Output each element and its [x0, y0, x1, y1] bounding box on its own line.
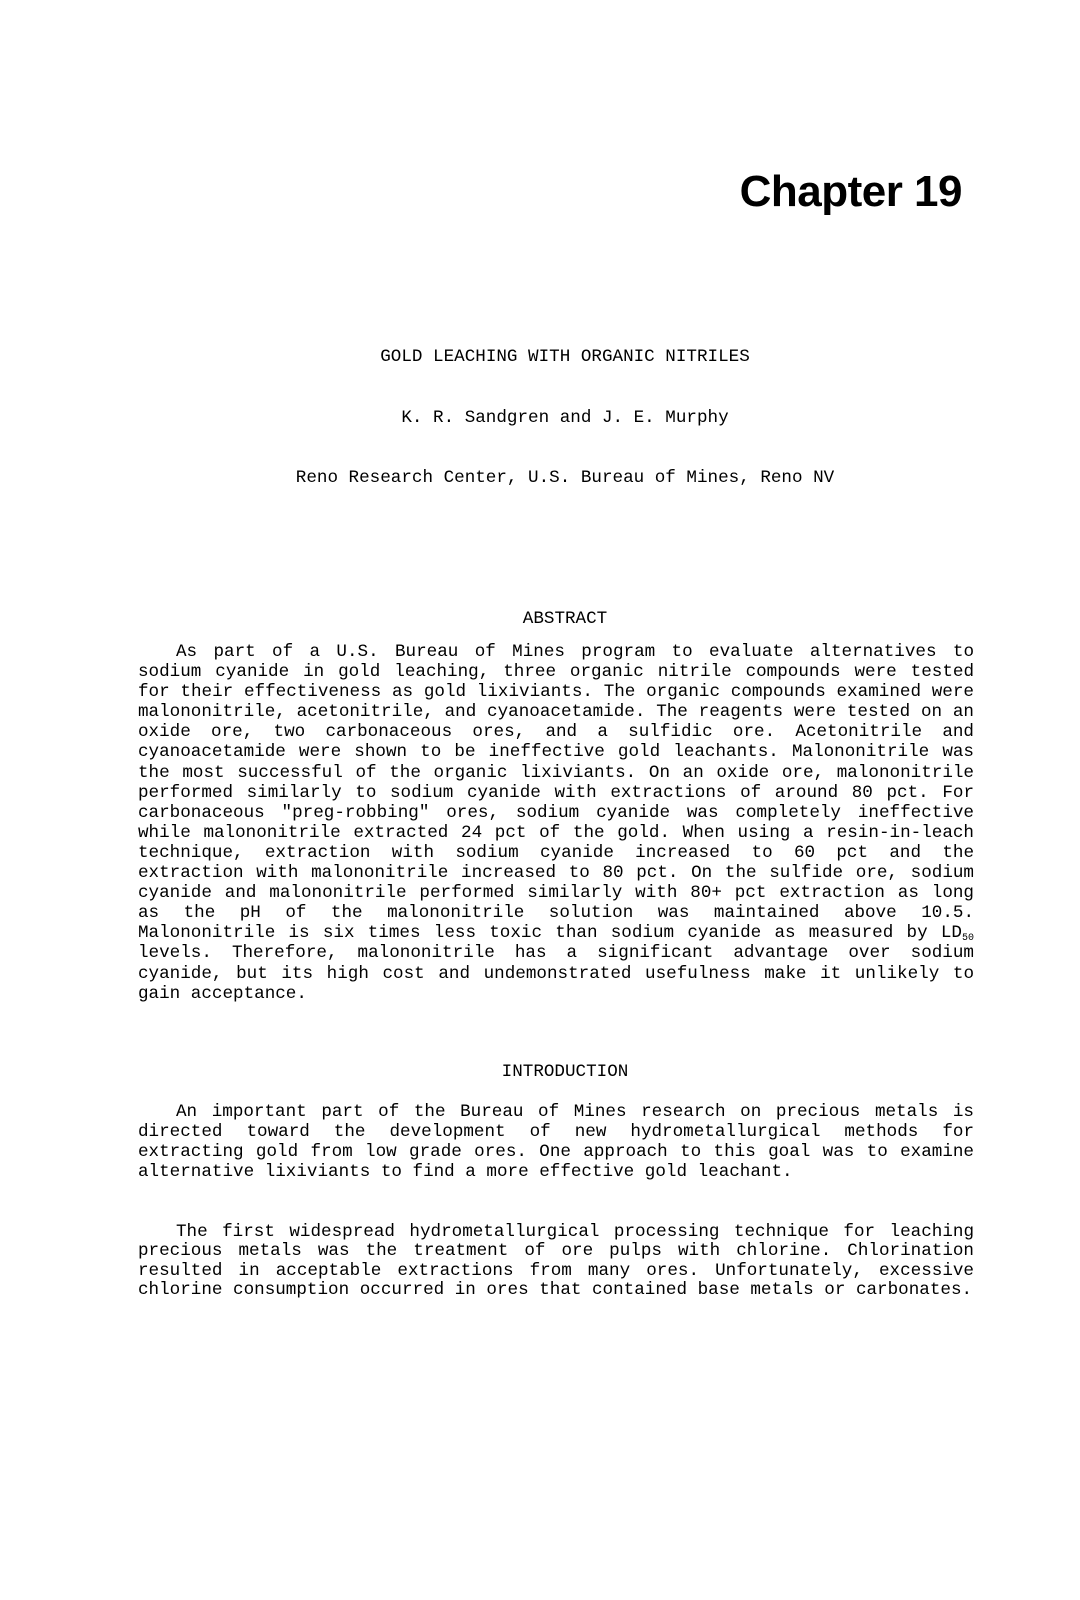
abstract-text-b: levels. Therefore, malononitrile has a significant advantage over sodium cyanide, but its high cost and undemonstrated usefulness make it unlikely to gain acceptance.: [138, 943, 974, 1004]
abstract-paragraph: [138, 642, 974, 1004]
introduction-paragraph-2: [138, 1223, 974, 1300]
introduction-heading: INTRODUCTION: [501, 1062, 629, 1082]
introduction-text-2: The first widespread hydrometallurgical processing technique for leaching precious metals was the treatment of ore pulps with chlorine. Chlorination resulted in acceptable extractions from many ores. Unfortunately, excessive chlorine consumption occurred in ores that contained base metals or carbonates.: [138, 1222, 974, 1300]
affiliation: Reno Research Center, U.S. Bureau of Mines, Reno NV: [295, 468, 835, 488]
abstract-subscript: 50: [961, 933, 974, 945]
authors: K. R. Sandgren and J. E. Murphy: [401, 408, 729, 428]
introduction-text-1: An important part of the Bureau of Mines research on precious metals is directed toward the development of new hydrometallurgical methods for extracting gold from low grade ores. One approach to this goal was to examine alternative lixiviants to find a more effective gold leachant.: [138, 1102, 974, 1183]
abstract-text-a: As part of a U.S. Bureau of Mines program to evaluate alternatives to sodium cyanide in gold leaching, three organic nitrile compounds were tested for their effectiveness as gold lixiviants. The organic compounds examined were malononitrile, acetonitrile, and cyanoacetamide. The reagents were tested on an oxide ore, two carbonaceous ores, and a sulfidic ore. Acetonitrile and cyanoacetamide were shown to be ineffective gold leachants. Malononitrile was the most successful of the organic lixiviants. On an oxide ore, malononitrile performed similarly to sodium cyanide with extractions of around 80 pct. For carbonaceous "preg-robbing" ores, sodium cyanide was completely ineffective while malononitrile extracted 24 pct of the gold. When using a resin-in-leach technique, extraction with sodium cyanide increased to 60 pct and the extraction with malononitrile increased to 80 pct. On the sulfide ore, sodium cyanide and malononitrile performed similarly with 80+ pct extraction as long as the pH of the malononitrile solution was maintained above 10.5. Malononitrile is six times less toxic than sodium cyanide as measured by LD: [138, 642, 974, 944]
chapter-heading: Chapter 19: [739, 167, 962, 216]
paper-title: GOLD LEACHING WITH ORGANIC NITRILES: [380, 347, 750, 367]
abstract-heading: ABSTRACT: [522, 609, 608, 629]
introduction-paragraph-1: [138, 1102, 974, 1182]
